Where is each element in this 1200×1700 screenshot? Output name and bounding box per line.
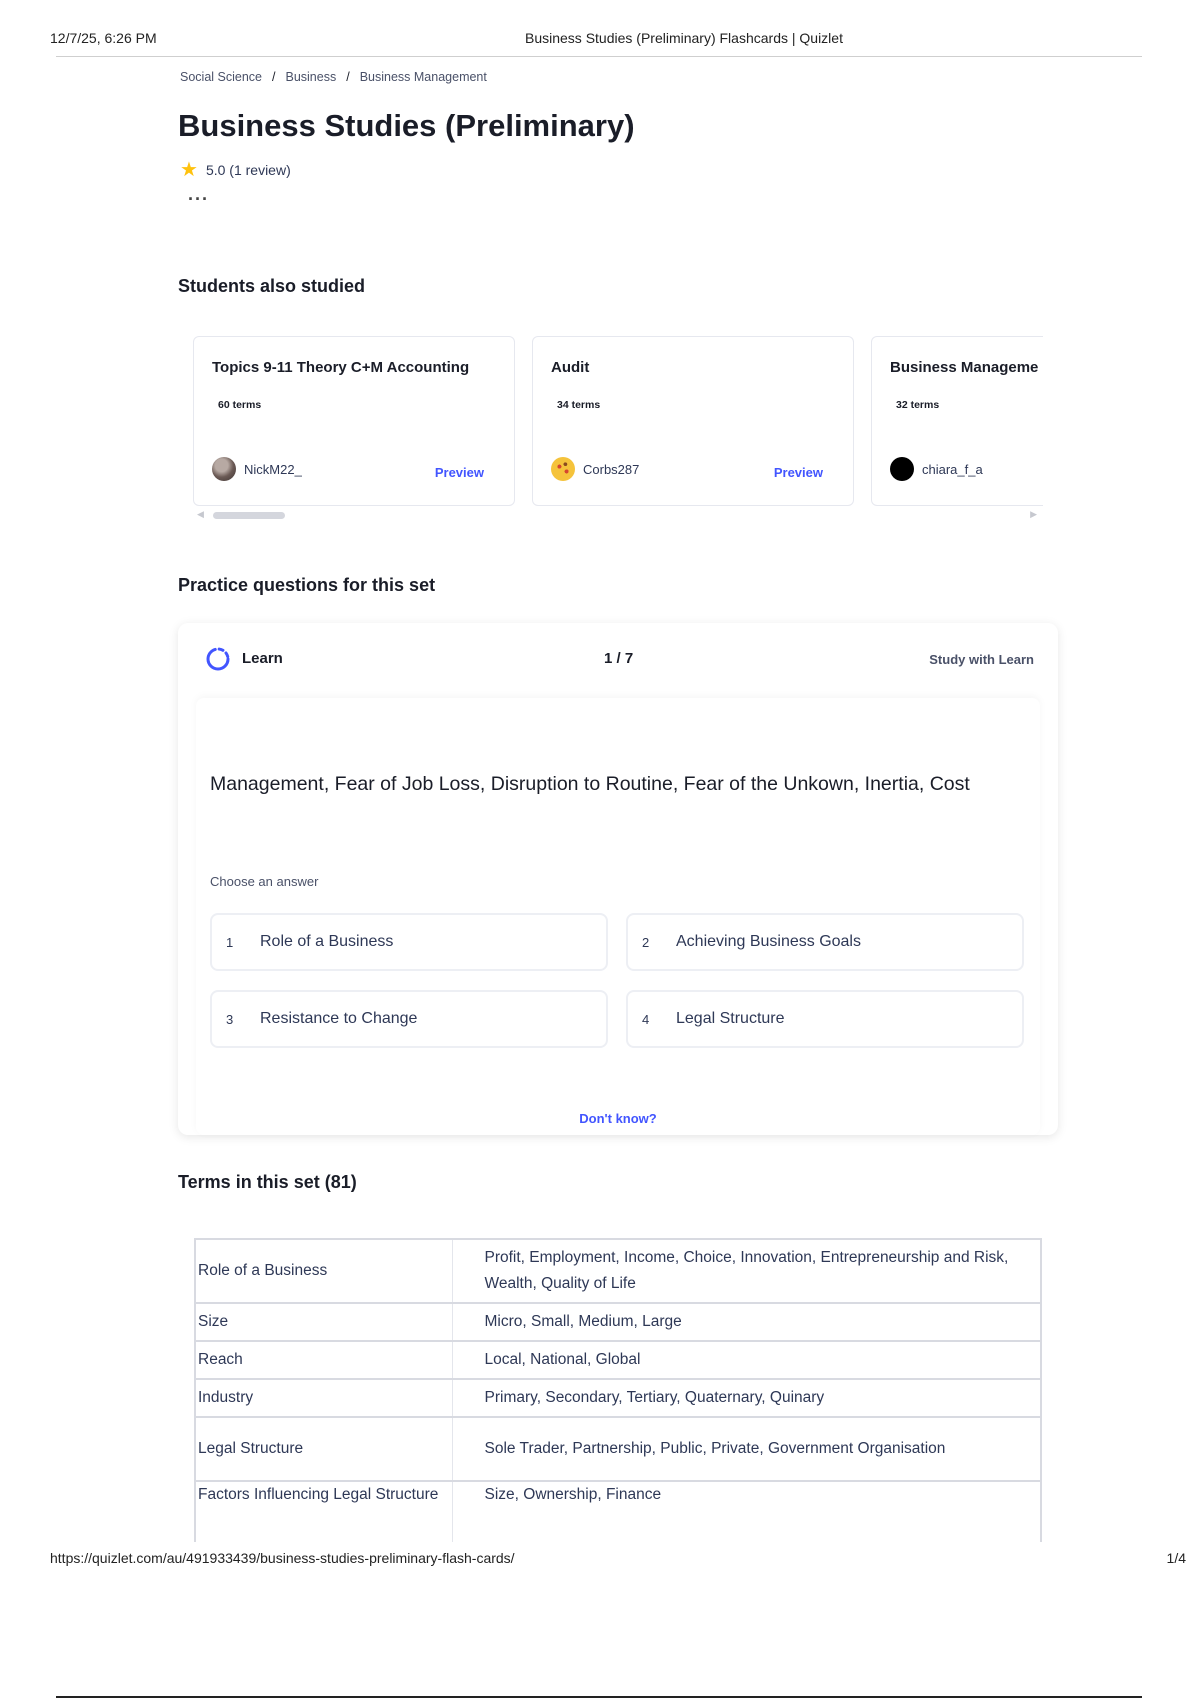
answer-option[interactable] bbox=[210, 913, 608, 971]
option-label: Legal Structure bbox=[676, 1010, 785, 1027]
preview-button[interactable]: Preview bbox=[773, 465, 823, 480]
definition-cell: Micro, Small, Medium, Large bbox=[452, 1303, 1041, 1341]
scroll-left-arrow-icon[interactable]: ◀ bbox=[197, 509, 204, 519]
term-cell: Reach bbox=[195, 1341, 452, 1379]
also-studied-carousel bbox=[193, 336, 1043, 518]
learn-mode-icon bbox=[204, 645, 232, 678]
question-panel bbox=[196, 698, 1040, 1135]
set-card-title: Audit bbox=[551, 359, 590, 376]
term-cell: Size bbox=[195, 1303, 452, 1341]
table-row bbox=[195, 1239, 1041, 1303]
definition-cell: Size, Ownership, Finance bbox=[452, 1481, 1041, 1542]
set-card-author[interactable] bbox=[551, 457, 639, 481]
option-label: Achieving Business Goals bbox=[676, 933, 861, 950]
term-cell: Role of a Business bbox=[195, 1239, 452, 1303]
option-number: 3 bbox=[226, 1011, 234, 1027]
star-icon: ★ bbox=[180, 159, 198, 181]
rating-text: 5.0 (1 review) bbox=[205, 162, 291, 178]
answer-option[interactable] bbox=[626, 913, 1024, 971]
set-card-term-count: 60 terms bbox=[218, 399, 262, 411]
set-card-title: Business Manageme bbox=[890, 359, 1039, 376]
term-cell: Factors Influencing Legal Structure bbox=[195, 1481, 452, 1542]
terms-table-viewport bbox=[190, 1236, 1050, 1542]
set-rating[interactable] bbox=[180, 160, 291, 180]
cookie-avatar-icon bbox=[551, 457, 575, 481]
terms-table bbox=[194, 1238, 1042, 1542]
learn-header bbox=[204, 645, 1034, 675]
answer-option[interactable] bbox=[210, 990, 608, 1048]
definition-cell: Profit, Employment, Income, Choice, Innovation, Entrepreneurship and Risk, Wealth, Quality of Life bbox=[452, 1239, 1041, 1303]
set-card[interactable] bbox=[532, 336, 854, 506]
table-row bbox=[195, 1379, 1041, 1417]
preview-button[interactable]: Preview bbox=[434, 465, 484, 480]
print-document-title: Business Studies (Preliminary) Flashcards | Quizlet bbox=[525, 30, 843, 46]
definition-cell: Sole Trader, Partnership, Public, Private, Government Organisation bbox=[452, 1417, 1041, 1481]
set-card-term-count: 32 terms bbox=[896, 399, 940, 411]
option-number: 2 bbox=[642, 934, 650, 950]
breadcrumb-link-business-management[interactable]: Business Management bbox=[359, 70, 487, 84]
set-card[interactable] bbox=[871, 336, 1043, 506]
set-card[interactable] bbox=[193, 336, 515, 506]
set-card-term-count: 34 terms bbox=[557, 399, 601, 411]
photo-avatar-icon bbox=[212, 457, 236, 481]
choose-answer-label: Choose an answer bbox=[210, 874, 319, 889]
breadcrumb bbox=[180, 70, 487, 84]
term-cell: Legal Structure bbox=[195, 1417, 452, 1481]
learn-card bbox=[178, 623, 1058, 1135]
breadcrumb-separator: / bbox=[346, 70, 350, 84]
page-title: Business Studies (Preliminary) bbox=[178, 108, 635, 143]
scroll-right-arrow-icon[interactable]: ▶ bbox=[1030, 509, 1037, 519]
question-text: Management, Fear of Job Loss, Disruption to Routine, Fear of the Unkown, Inertia, Cost bbox=[210, 773, 970, 795]
table-row bbox=[195, 1417, 1041, 1481]
table-row bbox=[195, 1303, 1041, 1341]
more-dots-icon[interactable]: ··· bbox=[188, 189, 209, 209]
table-row bbox=[195, 1341, 1041, 1379]
study-with-learn-link[interactable]: Study with Learn bbox=[929, 652, 1034, 667]
set-card-title: Topics 9-11 Theory C+M Accounting bbox=[212, 359, 470, 376]
dont-know-button[interactable]: Don't know? bbox=[579, 1111, 657, 1126]
breadcrumb-link-social-science[interactable]: Social Science bbox=[180, 70, 262, 84]
breadcrumb-link-business[interactable]: Business bbox=[285, 70, 337, 84]
terms-heading: Terms in this set (81) bbox=[178, 1172, 357, 1192]
breadcrumb-separator: / bbox=[272, 70, 276, 84]
author-name: Corbs287 bbox=[583, 461, 640, 477]
set-card-author[interactable] bbox=[212, 457, 302, 481]
author-name: chiara_f_a bbox=[922, 461, 983, 477]
option-number: 1 bbox=[226, 934, 234, 950]
print-url: https://quizlet.com/au/491933439/business-studies-preliminary-flash-cards/ bbox=[50, 1550, 515, 1566]
definition-cell: Local, National, Global bbox=[452, 1341, 1041, 1379]
carousel-scrollbar[interactable] bbox=[197, 509, 1037, 519]
answer-option[interactable] bbox=[626, 990, 1024, 1048]
print-date: 12/7/25, 6:26 PM bbox=[50, 30, 157, 46]
term-cell: Industry bbox=[195, 1379, 452, 1417]
option-number: 4 bbox=[642, 1011, 650, 1027]
black-circle-avatar-icon bbox=[890, 457, 914, 481]
print-header bbox=[50, 30, 1150, 50]
learn-mode-label: Learn bbox=[242, 650, 283, 667]
option-label: Resistance to Change bbox=[260, 1010, 418, 1027]
also-studied-heading: Students also studied bbox=[178, 276, 366, 296]
author-name: NickM22_ bbox=[244, 461, 302, 477]
scrollbar-thumb[interactable] bbox=[213, 512, 285, 519]
practice-heading: Practice questions for this set bbox=[178, 575, 436, 595]
header-divider bbox=[56, 56, 1142, 57]
question-progress: 1 / 7 bbox=[604, 650, 634, 667]
print-page-number: 1/4 bbox=[1166, 1550, 1186, 1566]
option-label: Role of a Business bbox=[260, 933, 394, 950]
set-card-author[interactable] bbox=[890, 457, 983, 481]
definition-cell: Primary, Secondary, Tertiary, Quaternary, Quinary bbox=[452, 1379, 1041, 1417]
footer-divider bbox=[56, 1696, 1142, 1698]
table-row bbox=[195, 1481, 1041, 1542]
